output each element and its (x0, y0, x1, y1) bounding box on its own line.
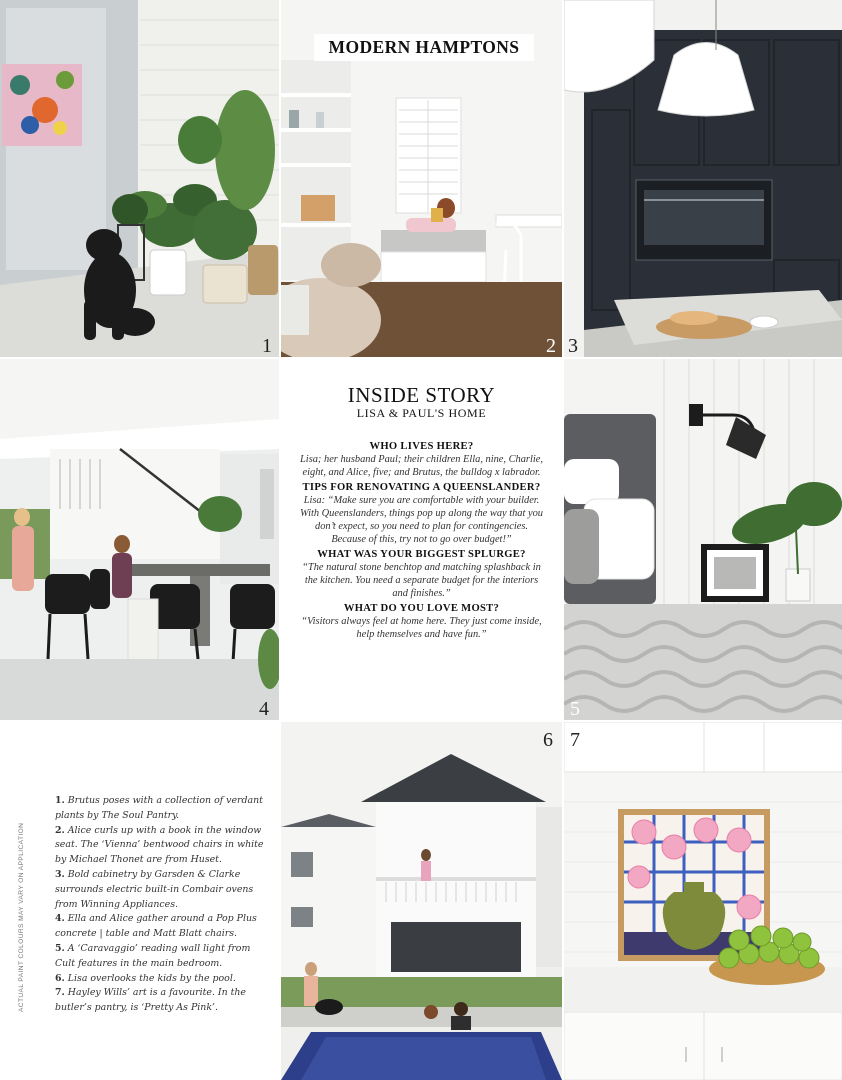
caption-number: 3. (55, 868, 65, 880)
story-qa (299, 439, 544, 641)
question: WHO LIVES HERE? (369, 441, 474, 452)
caption-text: Brutus poses with a collection of verdant plants by The Soul Pantry. (55, 795, 263, 821)
masthead-title: MODERN HAMPTONS (314, 34, 534, 61)
caption-item (55, 794, 270, 824)
caption-item (55, 868, 270, 912)
caption-number: 5. (55, 942, 65, 954)
photo-number-4: 4 (259, 698, 269, 720)
caption-text: Ella and Alice gather around a Pop Plus concrete | table and Matt Blatt chairs. (55, 913, 257, 940)
inside-story-panel (281, 359, 562, 720)
photo-bedroom-illustration (564, 359, 842, 720)
caption-list (55, 794, 270, 1016)
photo-house-pool (281, 722, 562, 1080)
photo-number-7: 7 (570, 729, 580, 751)
photo-house-pool-illustration (281, 722, 562, 1080)
caption-number: 6. (55, 972, 65, 984)
caption-item (55, 986, 270, 1016)
caption-text: Hayley Wills’ art is a favourite. In the butler’s pantry, is ‘Pretty As Pink’. (55, 987, 246, 1014)
photo-number-1: 1 (262, 335, 272, 357)
photo-window-seat (281, 0, 562, 357)
photo-dog-plants (0, 0, 279, 357)
caption-number: 1. (55, 795, 65, 806)
photo-dog-plants-illustration (0, 0, 279, 357)
question: WHAT DO YOU LOVE MOST? (343, 602, 500, 614)
caption-text: Bold cabinetry by Garsden & Clarke surrounds electric built-in Combair ovens from Winning Appliances. (55, 868, 254, 910)
answer: “The natural stone benchtop and matching splashback in the kitchen. You need a separate budget for the interiors and finishes.” (302, 561, 541, 600)
photo-bedroom (564, 359, 842, 720)
photo-number-6: 6 (543, 729, 553, 751)
caption-number: 7. (55, 987, 65, 999)
caption-text: A ‘Caravaggio’ reading wall light from Cult features in the main bedroom. (55, 942, 251, 969)
caption-item (55, 942, 270, 972)
photo-butlers-pantry-illustration (564, 722, 842, 1080)
caption-item (55, 972, 270, 987)
caption-item (55, 912, 270, 942)
captions-panel (0, 722, 279, 1080)
photo-patio-dining-illustration (0, 359, 279, 720)
question: TIPS FOR RENOVATING A QUEENSLANDER? (302, 481, 541, 493)
photo-number-3: 3 (568, 335, 578, 357)
photo-kitchen-ovens (564, 0, 842, 357)
caption-text: Alice curls up with a book in the window seat. The ‘Vienna’ bentwood chairs in white by Michael Thonet are from Huset. (55, 824, 264, 866)
caption-number: 2. (55, 824, 65, 836)
answer: Lisa; her husband Paul; their children Ella, nine, Charlie, eight, and Alice, five; and Brutus, the bulldog x labrador. (300, 454, 543, 479)
question: WHAT WAS YOUR BIGGEST SPLURGE? (317, 548, 526, 560)
photo-number-5: 5 (570, 698, 580, 720)
answer: Lisa: “Make sure you are comfortable with your builder. With Queenslanders, things pop up along the way that you don’t expect, so you need to plan for contingencies. Because of this, try not to go over budget!” (299, 494, 543, 546)
photo-number-2: 2 (546, 335, 556, 357)
caption-text: Lisa overlooks the kids by the pool. (67, 972, 236, 984)
photo-patio-dining (0, 359, 279, 720)
photo-butlers-pantry (564, 722, 842, 1080)
caption-number: 4. (55, 913, 65, 925)
answer: “Visitors always feel at home here. They just come inside, help themselves and have fun.” (301, 615, 542, 640)
paint-disclaimer: ACTUAL PAINT COLOURS MAY VARY ON APPLICATION (18, 822, 25, 1012)
caption-item (55, 824, 270, 868)
window-shutters-icon (396, 98, 461, 213)
story-title: INSIDE STORY (347, 383, 496, 407)
photo-kitchen-ovens-illustration (564, 0, 842, 357)
story-subtitle: LISA & PAUL'S HOME (356, 406, 487, 420)
